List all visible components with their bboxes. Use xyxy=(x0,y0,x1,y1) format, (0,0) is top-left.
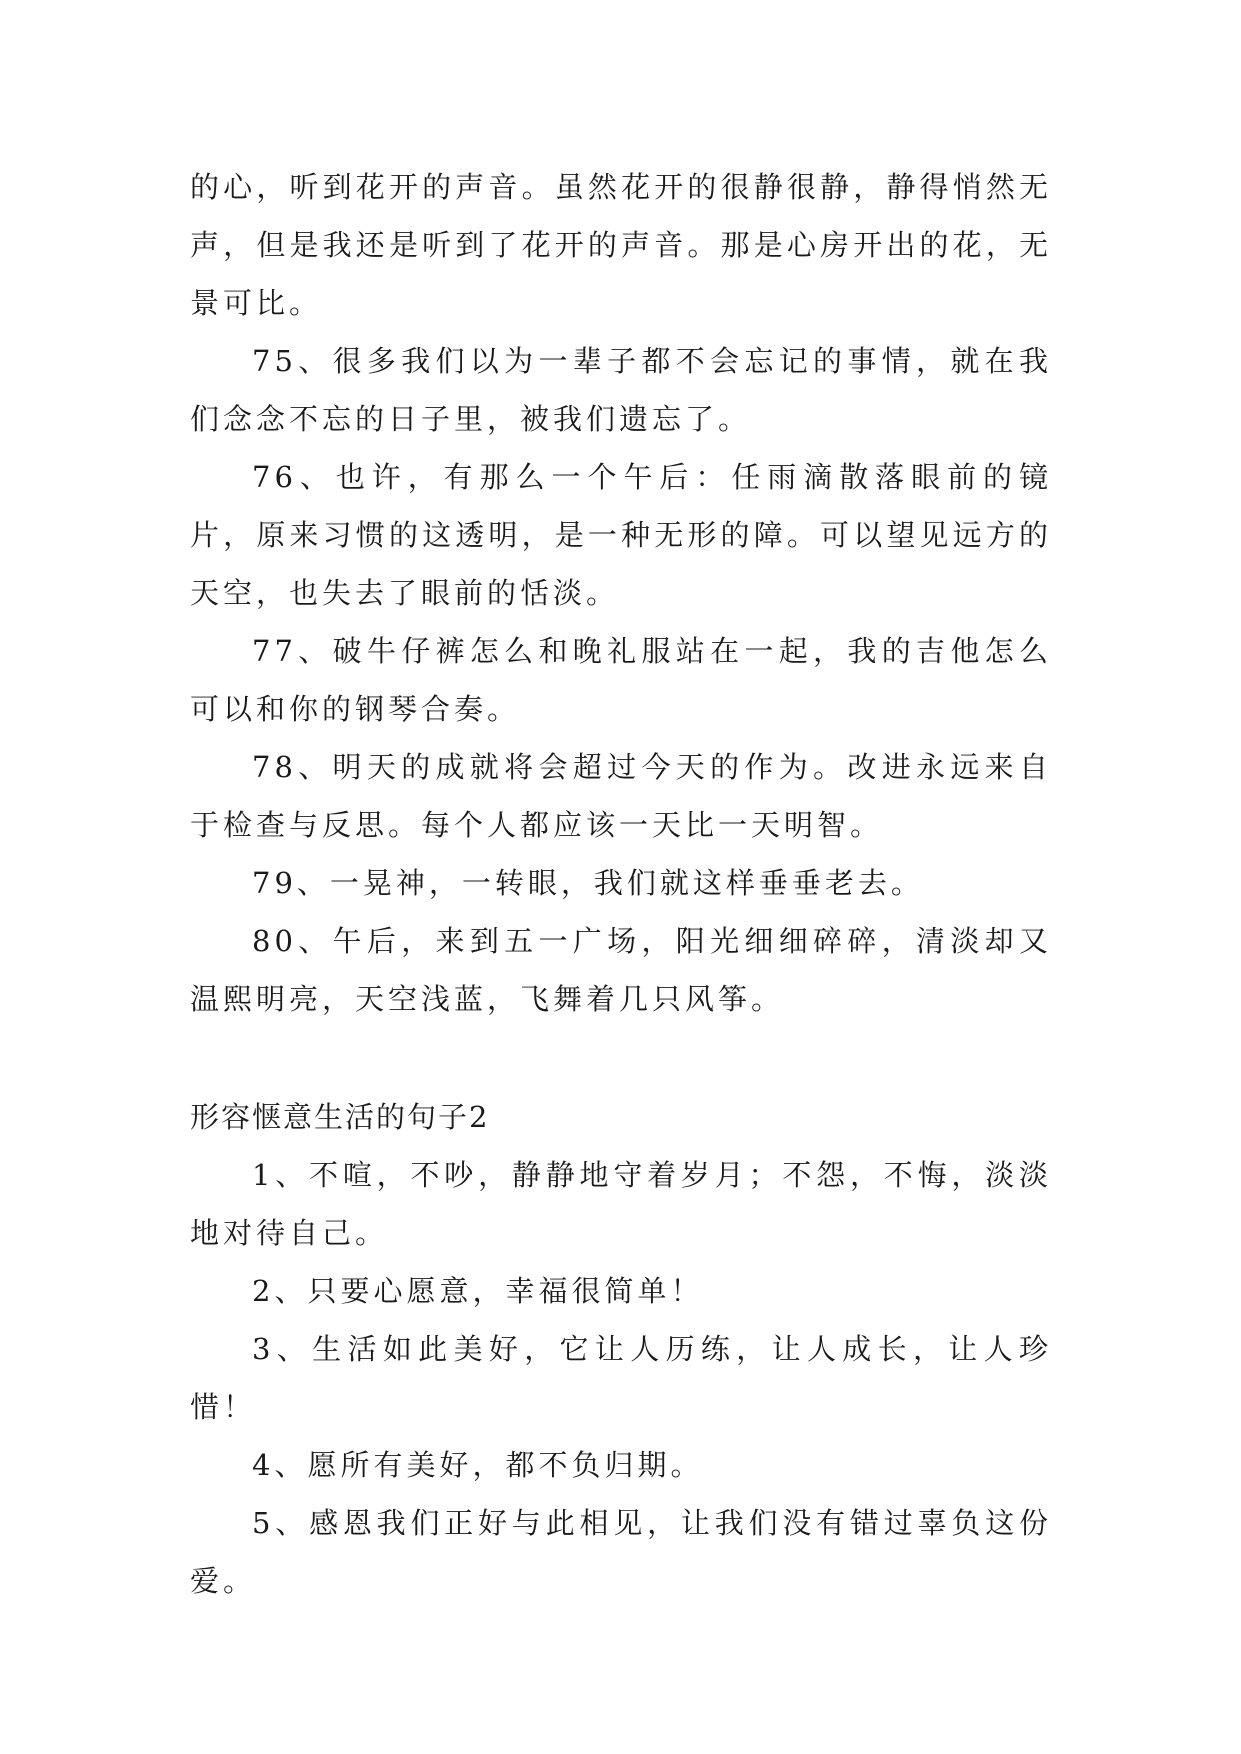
paragraph-continued: 的心，听到花开的声音。虽然花开的很静很静，静得悄然无声，但是我还是听到了花开的声音。那是心房开出的花，无景可比。 xyxy=(190,170,1052,320)
paragraph-5: 5、感恩我们正好与此相见，让我们没有错过辜负这份爱。 xyxy=(190,1506,1052,1598)
paragraph-1: 1、不喧，不吵，静静地守着岁月；不怨，不悔，淡淡地对待自己。 xyxy=(190,1158,1052,1250)
section-heading: 形容惬意生活的句子2 xyxy=(190,1100,490,1134)
document-body xyxy=(190,158,1052,1610)
paragraph-79: 79、一晃神，一转眼，我们就这样垂垂老去。 xyxy=(252,866,924,900)
paragraph-4: 4、愿所有美好，都不负归期。 xyxy=(252,1448,704,1482)
paragraph-78: 78、明天的成就将会超过今天的作为。改进永远来自于检查与反思。每个人都应该一天比一天明智。 xyxy=(190,750,1052,842)
paragraph-77: 77、破牛仔裤怎么和晚礼服站在一起，我的吉他怎么可以和你的钢琴合奏。 xyxy=(190,634,1052,726)
paragraph-75: 75、很多我们以为一辈子都不会忘记的事情，就在我们念念不忘的日子里，被我们遗忘了。 xyxy=(190,344,1052,436)
paragraph-80: 80、午后，来到五一广场，阳光细细碎碎，清淡却又温熙明亮，天空浅蓝，飞舞着几只风筝。 xyxy=(190,924,1052,1016)
paragraph-3: 3、生活如此美好，它让人历练，让人成长，让人珍惜！ xyxy=(190,1332,1052,1424)
paragraph-76: 76、也许，有那么一个午后：任雨滴散落眼前的镜片，原来习惯的这透明，是一种无形的障。可以望见远方的天空，也失去了眼前的恬淡。 xyxy=(190,460,1052,610)
paragraph-2: 2、只要心愿意，幸福很简单！ xyxy=(252,1274,704,1308)
